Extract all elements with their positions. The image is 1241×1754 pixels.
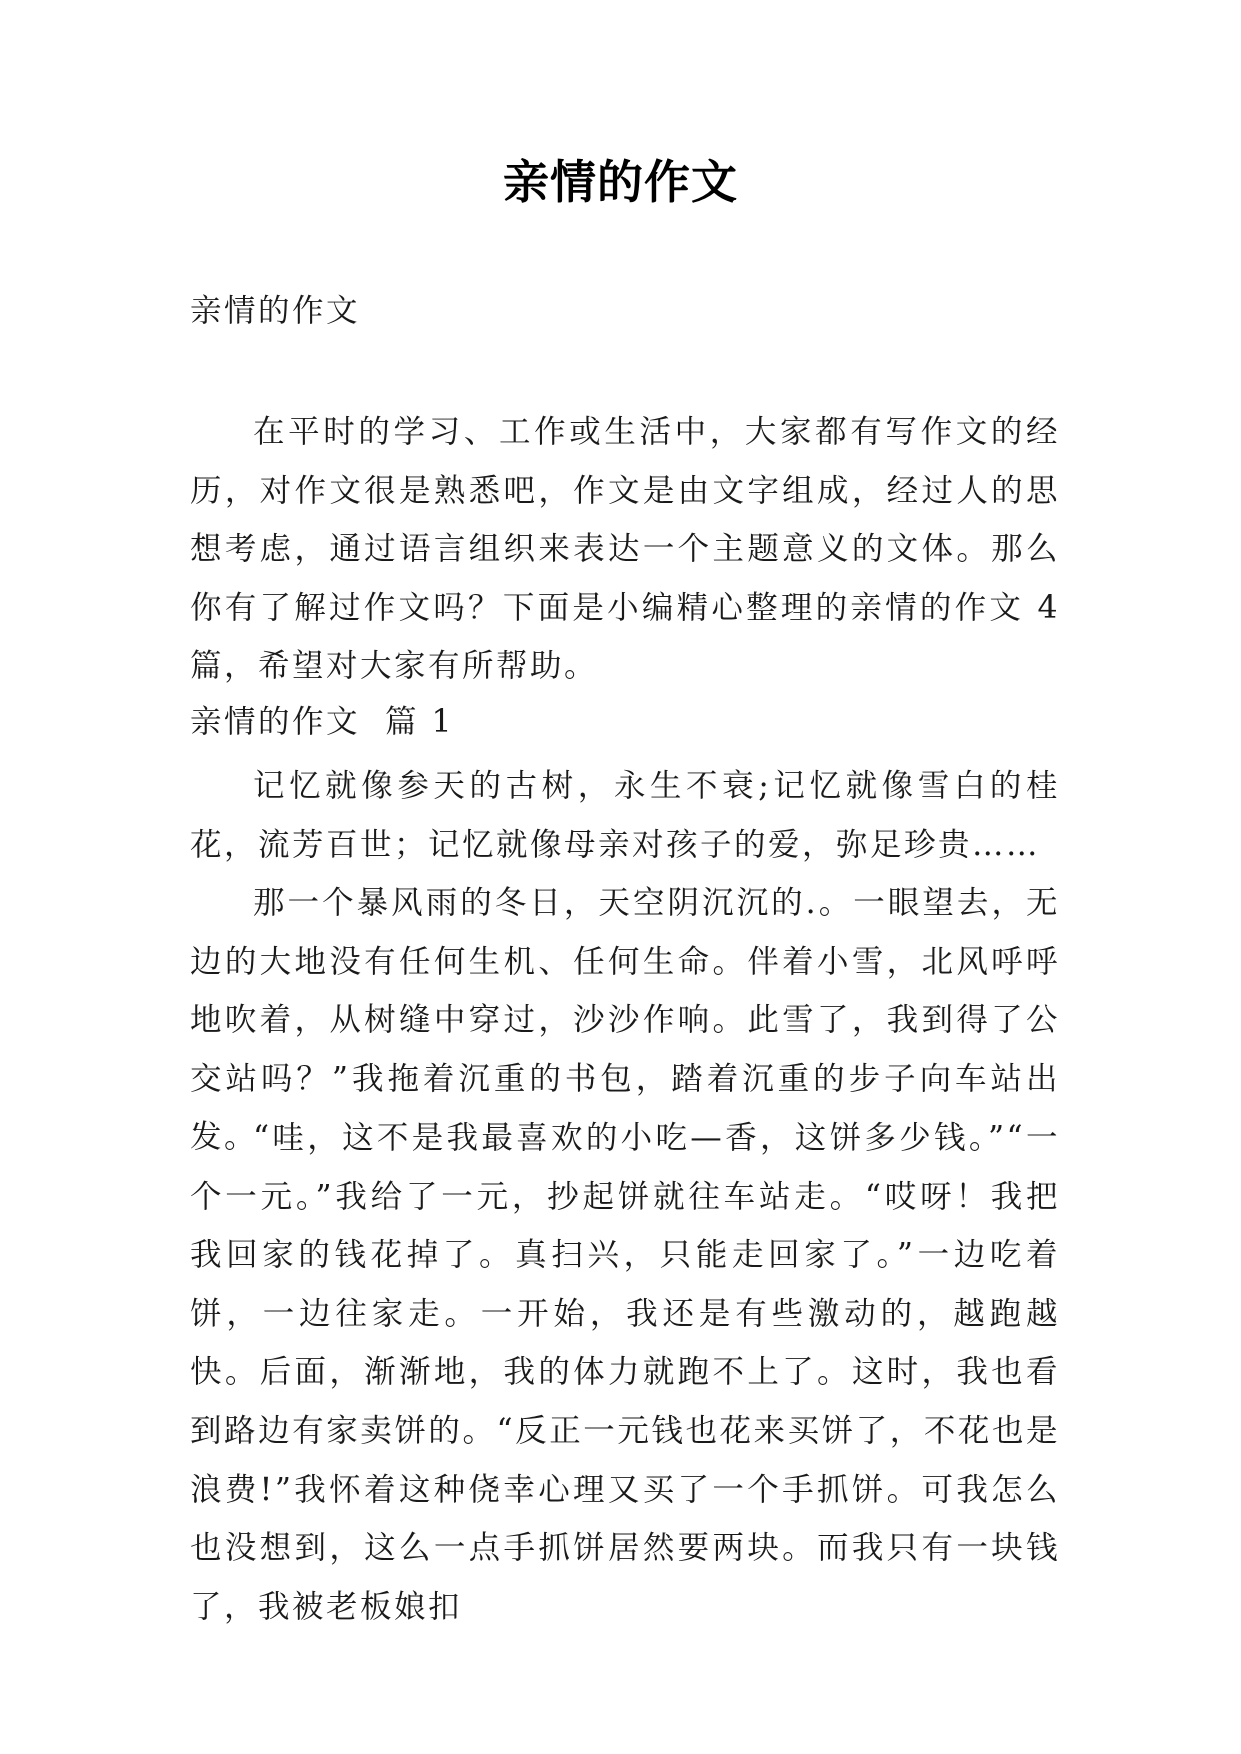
document-title: 亲情的作文 — [503, 155, 738, 209]
paragraph-memory: 记忆就像参天的古树，永生不衰;记忆就像雪白的桂花，流芳百世；记忆就像母亲对孩子的爱，弥足珍贵…… — [190, 768, 1060, 863]
paragraph-storm: 那一个暴风雨的冬日，天空阴沉沉的.。一眼望去，无边的大地没有任何生机、任何生命。伴着小雪，北风呼呼地吹着，从树缝中穿过，沙沙作响。此雪了，我到得了公交站吗？”我拖着沉重的书包，踏着沉重的步子向车站出发。 — [190, 885, 1060, 1156]
section-heading: 亲情的作文 篇 1 — [190, 704, 455, 740]
intro-paragraph: 在平时的学习、工作或生活中，大家都有写作文的经历，对作文很是熟悉吧，作文是由文字组成，经过人的思想考虑，通过语言组织来表达一个主题意义的文体。那么你有了解过作文吗？下面是小编精心整理的亲情的作文 4 篇，希望对大家有所帮助。 — [190, 414, 1060, 685]
document-subtitle: 亲情的作文 — [190, 293, 361, 329]
paragraph-cake: “哇，这不是我最喜欢的小吃—香，这饼多少钱。”“一个一元。”我给了一元，抄起饼就往车站走。“哎呀！我把我回家的钱花掉了。真扫兴，只能走回家了。”一边吃着饼，一边往家走。一开始，我还是有些激动的，越跑越快。后面，渐渐地，我的体力就跑不上了。这时，我也看到路边有家卖饼的。“反正一元钱也花来买饼了，不花也是浪费!”我怀着这种侥幸心理又买了一个手抓饼。可我怎么也没想到，这么一点手抓饼居然要两块。而我只有一块钱了，我被老板娘扣 — [190, 1120, 1060, 1625]
